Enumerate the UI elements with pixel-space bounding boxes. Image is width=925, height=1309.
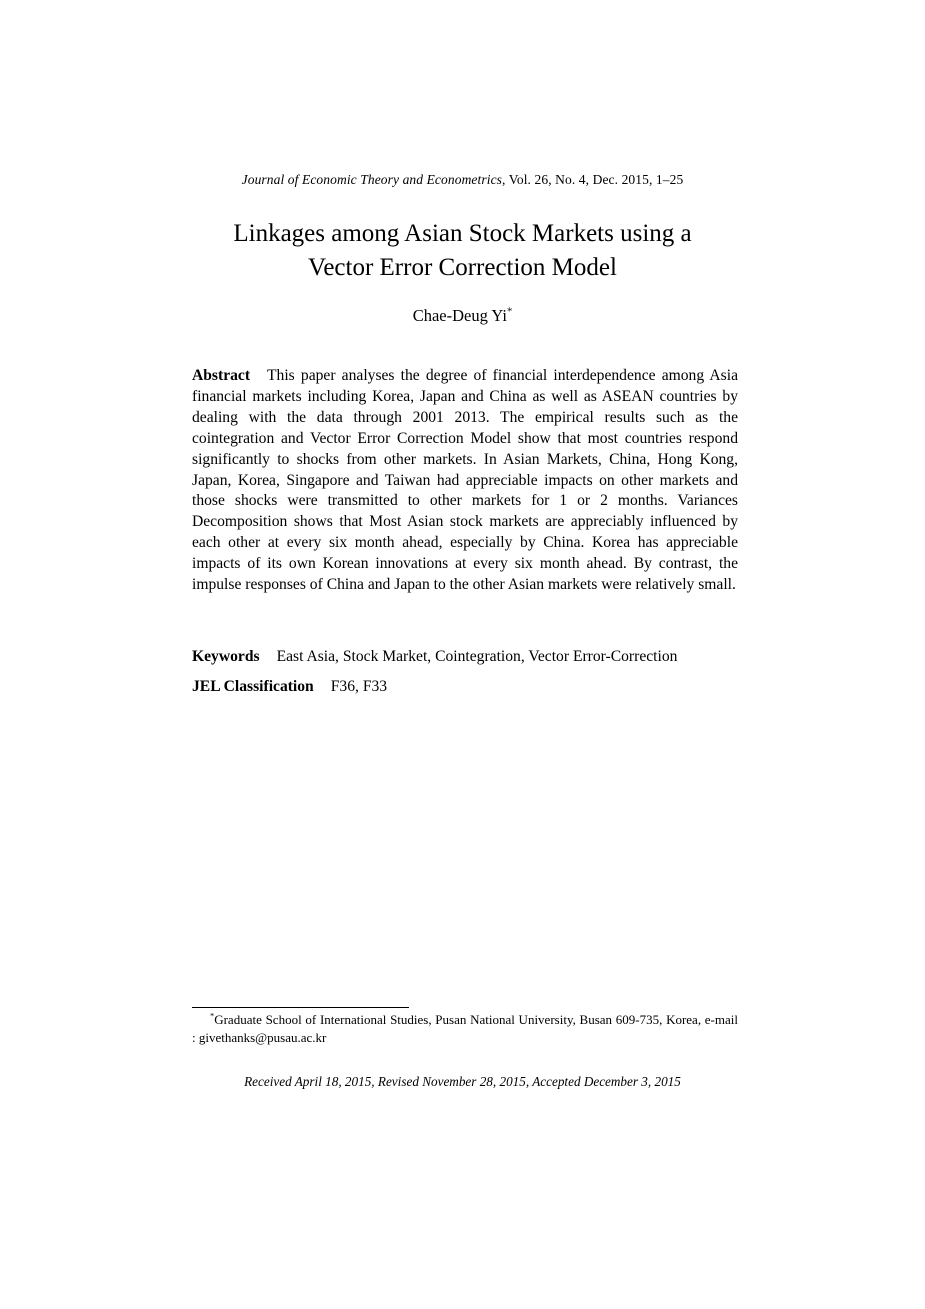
jel-classification-section xyxy=(192,678,738,696)
journal-header xyxy=(0,172,925,188)
author-affiliation-footnote xyxy=(192,1011,738,1046)
abstract-section xyxy=(192,366,738,596)
paper-title-line-1: Linkages among Asian Stock Markets using a xyxy=(233,220,692,247)
keywords-text: East Asia, Stock Market, Cointegration, Vector Error-Correction xyxy=(276,648,678,665)
paper-title-line-2: Vector Error Correction Model xyxy=(308,254,617,281)
keywords-label: Keywords xyxy=(192,648,260,665)
jel-label: JEL Classification xyxy=(192,678,314,695)
keywords-section xyxy=(192,648,738,666)
journal-name: Journal of Economic Theory and Econometrics xyxy=(241,172,503,187)
author-line xyxy=(0,306,925,326)
author-footnote-marker: * xyxy=(506,305,513,318)
abstract-label: Abstract xyxy=(192,367,251,384)
footnote-text: Graduate School of International Studies, Pusan National University, Busan 609-735, Korea, e-mail : givethanks@pusau.ac.kr xyxy=(192,1012,738,1045)
paper-title xyxy=(0,217,925,285)
author-name: Chae-Deug Yi xyxy=(412,306,507,325)
journal-issue-info: , Vol. 26, No. 4, Dec. 2015, 1–25 xyxy=(502,172,684,187)
jel-text: F36, F33 xyxy=(330,678,388,695)
footnote-marker: * xyxy=(210,1010,215,1021)
received-revised-accepted-line: Received April 18, 2015, Revised November 28, 2015, Accepted December 3, 2015 xyxy=(244,1074,681,1089)
abstract-text: This paper analyses the degree of financial interdependence among Asia financial markets including Korea, Japan and China as well as ASEAN countries by dealing with the data through 2001 2013. The empirical results such as the cointegration and Vector Error Correction Model show that most countries respond significantly to shocks from other markets. In Asian Markets, China, Hong Kong, Japan, Korea, Singapore and Taiwan had appreciable impacts on other markets and those shocks were transmitted to other markets for 1 or 2 months. Variances Decomposition shows that Most Asian stock markets are appreciably influenced by each other at every six month ahead, especially by China. Korea has appreciable impacts of its own Korean innovations at every six month ahead. By contrast, the impulse responses of China and Japan to the other Asian markets were relatively small. xyxy=(192,367,738,594)
footnote-rule xyxy=(192,1007,409,1008)
